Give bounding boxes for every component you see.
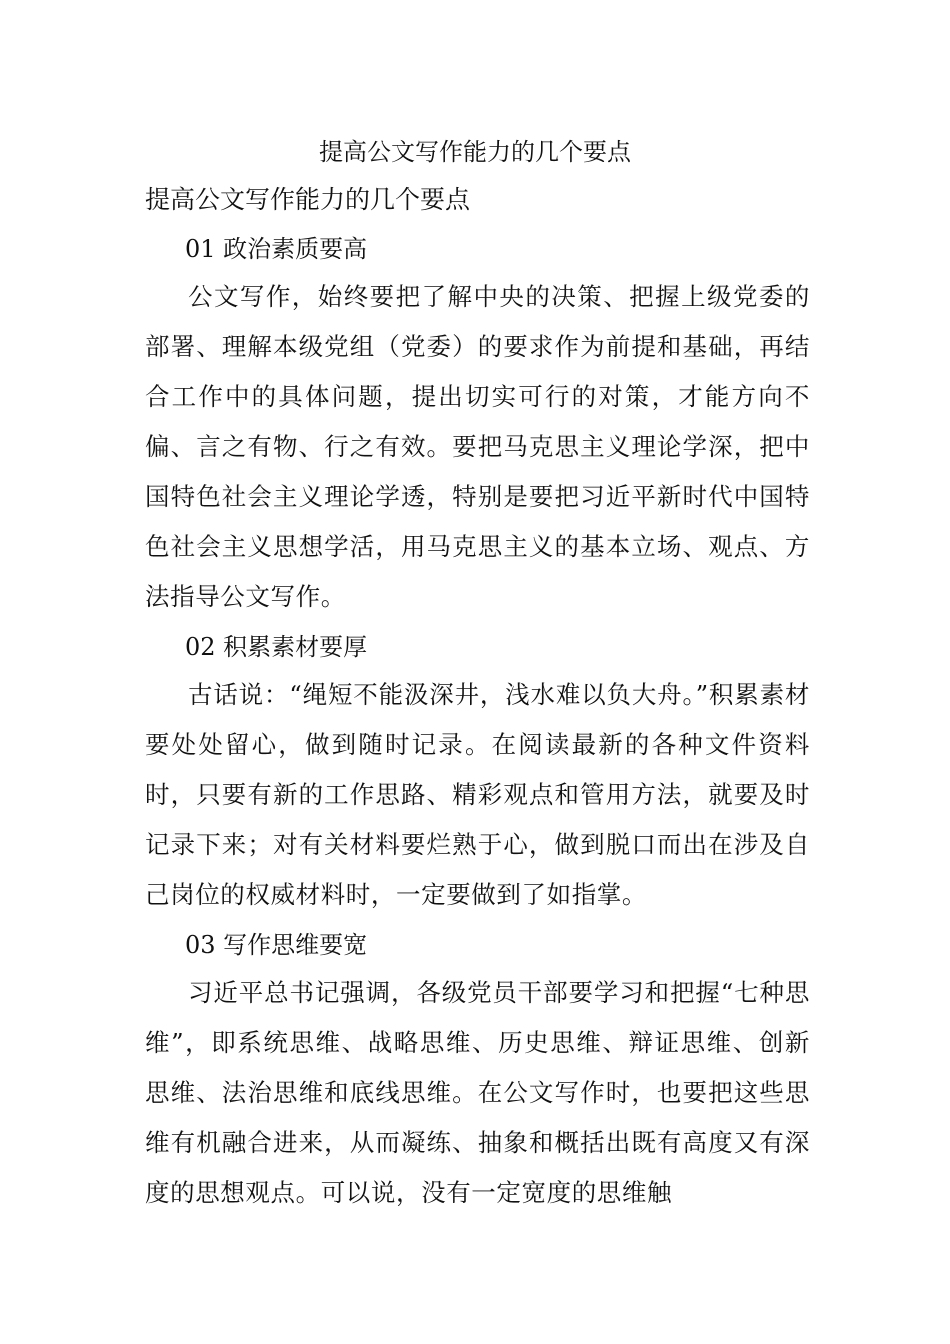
section-heading: 01 政治素质要高	[185, 235, 368, 263]
section-accumulate-material	[145, 624, 810, 920]
document-title: 提高公文写作能力的几个要点	[319, 138, 631, 166]
section-writing-thinking	[145, 922, 810, 1218]
section-heading: 03 写作思维要宽	[185, 931, 368, 959]
document-body	[145, 178, 810, 1220]
document-subtitle: 提高公文写作能力的几个要点	[145, 185, 471, 214]
section-heading: 02 积累素材要厚	[185, 633, 368, 661]
section-political-quality	[145, 226, 810, 622]
section-paragraph: 公文写作，始终要把了解中央的决策、把握上级党委的部署、理解本级党组（党委）的要求作为前提和基础，再结合工作中的具体问题，提出切实可行的对策，才能方向不偏、言之有物、行之有效。要把马克思主义理论学深，把中国特色社会主义理论学透，特别是要把习近平新时代中国特色社会主义思想学活，用马克思主义的基本立场、观点、方法指导公文写作。	[145, 282, 810, 611]
section-paragraph: 习近平总书记强调，各级党员干部要学习和把握“七种思维”，即系统思维、战略思维、历史思维、辩证思维、创新思维、法治思维和底线思维。在公文写作时，也要把这些思维有机融合进来，从而凝练、抽象和概括出既有高度又有深度的思想观点。可以说，没有一定宽度的思维触	[145, 978, 810, 1207]
section-paragraph: 古话说：“绳短不能汲深井，浅水难以负大舟。”积累素材要处处留心，做到随时记录。在阅读最新的各种文件资料时，只要有新的工作思路、精彩观点和管用方法，就要及时记录下来；对有关材料要烂熟于心，做到脱口而出在涉及自己岗位的权威材料时，一定要做到了如指掌。	[145, 680, 810, 909]
